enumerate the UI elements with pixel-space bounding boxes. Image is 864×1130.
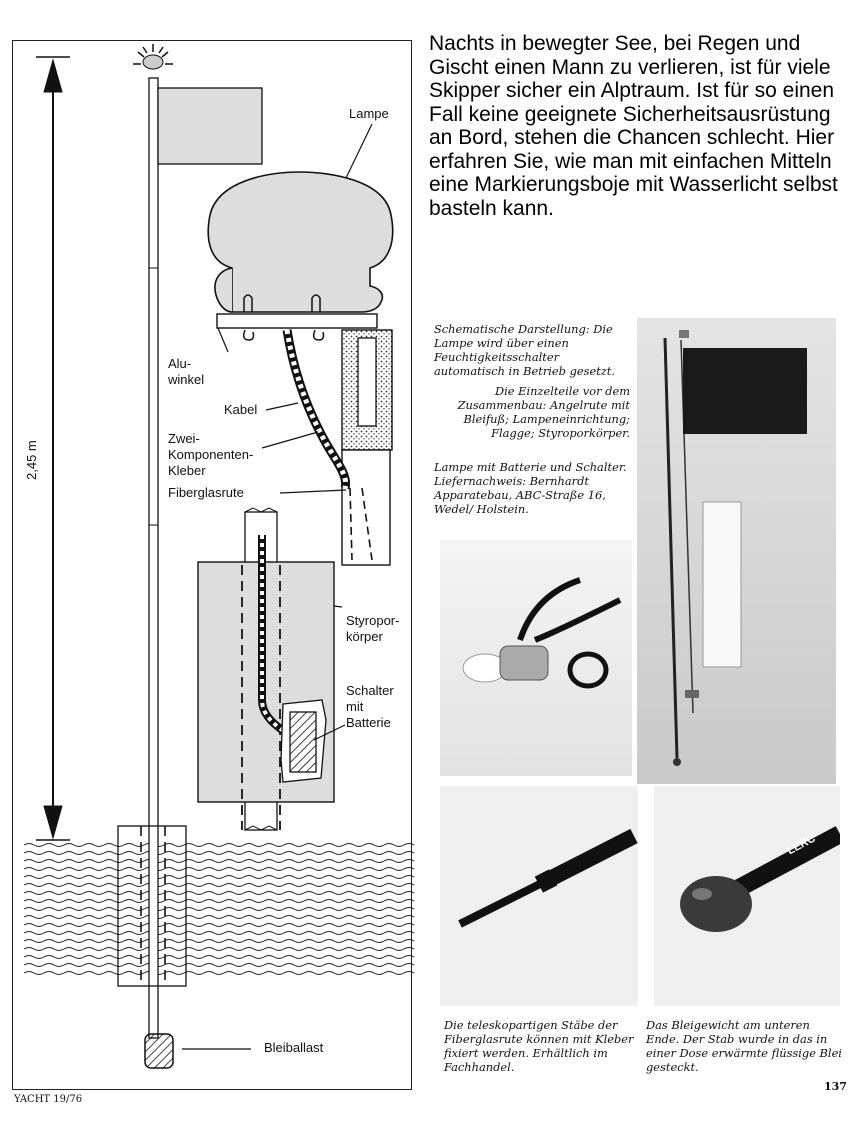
photo-rods <box>440 786 638 1006</box>
glue-block <box>342 330 392 565</box>
height-arrow <box>36 57 70 840</box>
label-lampe: Lampe <box>349 106 389 121</box>
photo-weight <box>654 786 840 1006</box>
photo-parts <box>637 318 836 784</box>
photo-lamp <box>440 540 632 776</box>
cable <box>287 330 346 488</box>
weight-illustration <box>654 786 840 1006</box>
parts-illustration <box>637 318 836 784</box>
label-styropor: Styropor- körper <box>346 613 400 644</box>
intro-text: Nachts in bewegter See, bei Regen und Gischt einen Mann zu verlieren, ist für viele Skipper sicher ein Alptraum. Ist für so einen Fall keine geeignete Sicherheitsausrüstung an Bord, stehen die Chancen schlecht. Hier erfahren Sie, wie man mit einfachen Mitteln eine Markierungsboje mit Wasserlicht selbst basteln kann. <box>429 32 838 220</box>
brand-label: LERC <box>785 832 818 858</box>
lamp-illustration <box>440 540 632 776</box>
footer-magazine: YACHT 19/76 <box>14 1094 83 1105</box>
rods-illustration <box>440 786 638 1006</box>
label-bleiballast: Bleiballast <box>264 1040 324 1055</box>
label-kabel: Kabel <box>224 402 258 417</box>
label-alu-winkel: Alu- winkel <box>168 356 205 387</box>
label-schalter: Schalter mit Batterie <box>346 683 394 730</box>
caption-schematic: Schematische Darstellung: Die Lampe wird über einen Feuchtigkeitsschalter automatisch in Betrieb gesetzt. <box>434 322 615 378</box>
label-kleber: Zwei- Komponenten- Kleber <box>168 431 254 478</box>
buoy-diagram <box>0 0 430 1100</box>
lead-weight <box>145 1034 173 1068</box>
top-light-icon <box>133 44 173 69</box>
alu-winkel-plate <box>217 314 377 328</box>
pole <box>149 78 158 1038</box>
label-fiberglasrute: Fiberglasrute <box>168 485 244 500</box>
flag <box>158 88 262 164</box>
caption-parts: Die Einzelteile vor dem Zusammenbau: Angelrute mit Bleifuß; Lampeneinrichtung; Flagge; Styroporkörper. <box>457 384 630 440</box>
caption-rods: Die teleskopartigen Stäbe der Fiberglasrute können mit Kleber fixiert werden. Erhältlich im Fachhandel. <box>444 1018 634 1074</box>
lamp-dome <box>208 172 392 312</box>
footer-page-number: 137 <box>824 1080 847 1093</box>
caption-lamp: Lampe mit Batterie und Schalter. Liefernachweis: Bernhardt Apparatebau, ABC-Straße 16, Wedel/ Holstein. <box>434 460 627 516</box>
caption-weight: Das Bleigewicht am unteren Ende. Der Stab wurde in das in einer Dose erwärmte flüssige Blei gesteckt. <box>646 1018 842 1074</box>
water-waves <box>24 844 414 975</box>
label-height: 2,45 m <box>24 440 39 480</box>
